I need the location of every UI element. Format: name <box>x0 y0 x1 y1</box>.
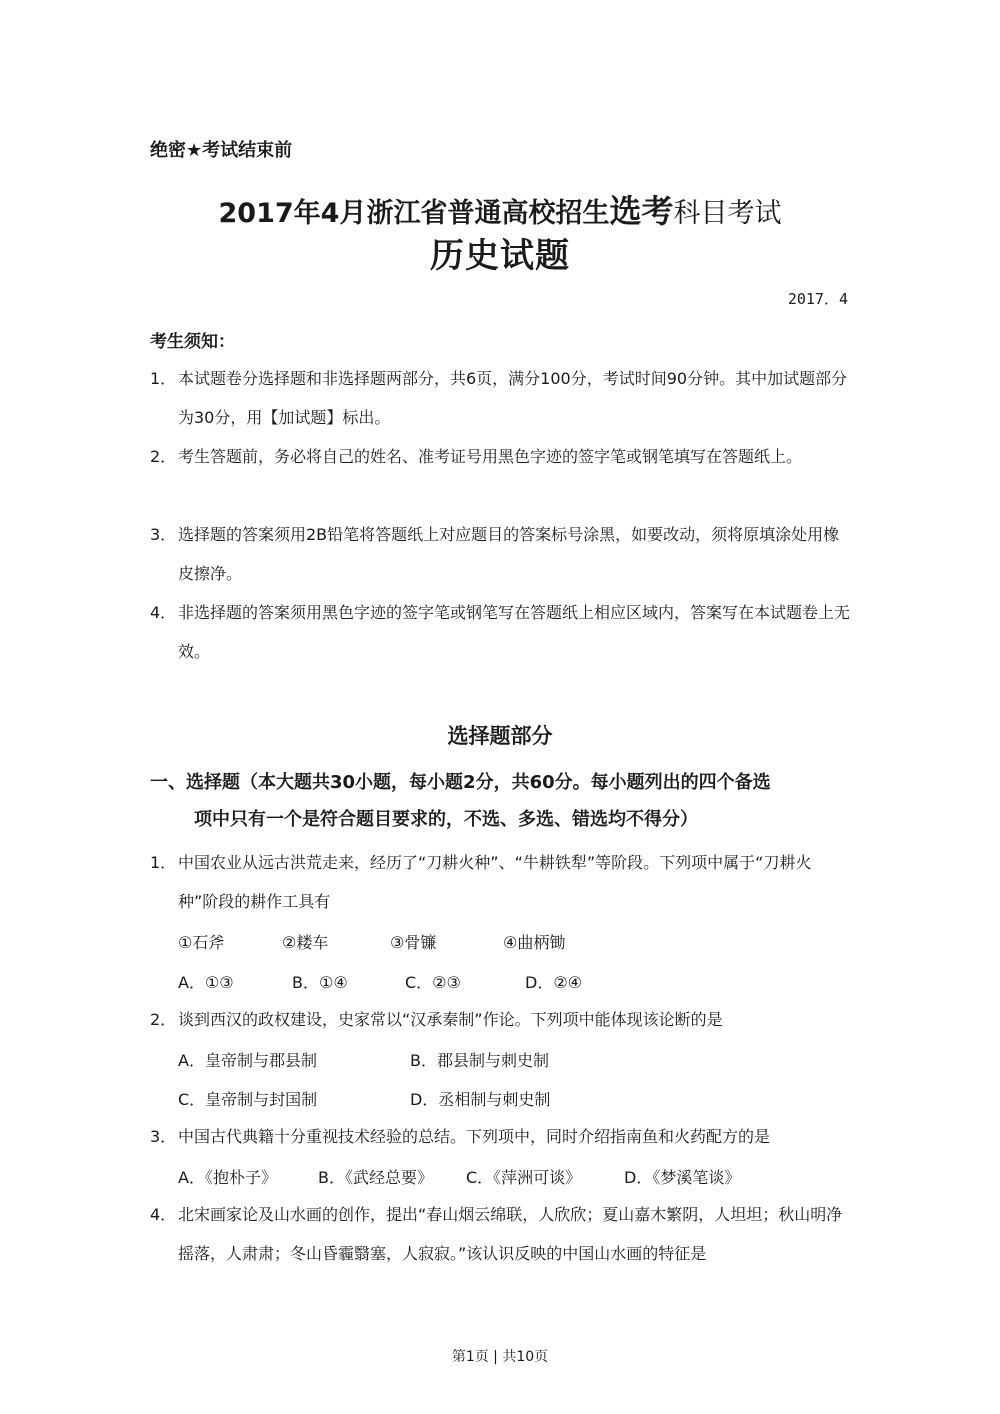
exam-title-post: 科目考试 <box>673 198 782 229</box>
notice-heading: 考生须知： <box>150 332 235 352</box>
question-stem: 北宋画家论及山水画的创作，提出“春山烟云绵联，人欣欣；夏山嘉木繁阴，人坦坦；秋山明净摇落，人肃肃；冬山昏霾翳塞，人寂寂。”该认识反映的中国山水画的特征是 <box>178 1205 843 1263</box>
question-stem: 谈到西汉的政权建设，史家常以“汉承秦制”作论。下列项中能体现该论断的是 <box>178 1010 723 1029</box>
notice-item-text: 选择题的答案须用2B铅笔将答题纸上对应题目的答案标号涂黑，如要改动，须将原填涂处用橡皮擦净。 <box>178 525 840 583</box>
notice-item-text: 本试题卷分选择题和非选择题两部分，共6页，满分100分，考试时间90分钟。其中加试题部分为30分，用【加试题】标出。 <box>178 369 848 427</box>
exam-title <box>0 186 1000 232</box>
page-footer: 第1页 | 共10页 <box>451 1349 549 1365</box>
notice-item-number: 2． <box>150 447 177 466</box>
q1-item-2: ②耧车 <box>282 933 329 952</box>
notice-item-text: 非选择题的答案须用黑色字迹的签字笔或钢笔写在答题纸上相应区域内，答案写在本试题卷上无效。 <box>178 603 851 661</box>
part-heading-line2: 项中只有一个是符合题目要求的，不选、多选、错选均不得分） <box>194 809 698 830</box>
part-heading-line1: 一、选择题（本大题共30小题，每小题2分，共60分。每小题列出的四个备选 <box>150 772 771 793</box>
question-3 <box>150 1117 850 1156</box>
question-2 <box>150 1000 850 1039</box>
q3-option-a[interactable]: A．《抱朴子》 <box>178 1168 277 1187</box>
question-number: 2． <box>150 1010 177 1029</box>
question-1 <box>150 843 850 921</box>
q3-option-b[interactable]: B．《武经总要》 <box>318 1168 433 1187</box>
q2-option-c[interactable]: C．皇帝制与封国制 <box>178 1090 318 1109</box>
q1-item-4: ④曲柄锄 <box>503 933 566 952</box>
notice-item-number: 3． <box>150 525 177 544</box>
q2-option-b[interactable]: B．郡县制与刺史制 <box>410 1051 549 1070</box>
notice-item-text: 考生答题前，务必将自己的姓名、准考证号用黑色字迹的签字笔或钢笔填写在答题纸上。 <box>178 447 803 466</box>
confidential-label: 绝密★考试结束前 <box>150 140 293 161</box>
question-stem: 中国古代典籍十分重视技术经验的总结。下列项中，同时介绍指南鱼和火药配方的是 <box>178 1127 771 1146</box>
question-stem: 中国农业从远古洪荒走来，经历了“刀耕火种”、“牛耕铁犁”等阶段。下列项中属于“刀耕火种”阶段的耕作工具有 <box>178 853 812 911</box>
notice-item-4 <box>150 593 850 671</box>
question-number: 3． <box>150 1127 177 1146</box>
notice-item-number: 1． <box>150 369 177 388</box>
q1-option-d[interactable]: D．②④ <box>525 973 583 992</box>
notice-item-2 <box>150 437 850 476</box>
q2-option-a[interactable]: A．皇帝制与郡县制 <box>178 1051 317 1070</box>
question-number: 1． <box>150 853 177 872</box>
question-4 <box>150 1195 850 1273</box>
exam-title-pre: 2017年4月浙江省普通高校招生 <box>218 198 610 229</box>
q3-option-c[interactable]: C．《萍洲可谈》 <box>466 1168 582 1187</box>
section-title: 选择题部分 <box>447 724 553 748</box>
q3-option-d[interactable]: D．《梦溪笔谈》 <box>624 1168 741 1187</box>
exam-subtitle: 历史试题 <box>430 236 570 276</box>
q1-option-a[interactable]: A．①③ <box>178 973 234 992</box>
part-heading <box>150 764 850 838</box>
q1-item-3: ③骨镰 <box>390 933 437 952</box>
notice-item-number: 4． <box>150 603 177 622</box>
exam-date: 2017．4 <box>787 290 848 308</box>
q1-option-c[interactable]: C．②③ <box>405 973 461 992</box>
q2-option-d[interactable]: D．丞相制与刺史制 <box>410 1090 551 1109</box>
q1-option-b[interactable]: B．①④ <box>292 973 348 992</box>
notice-item-3 <box>150 515 850 593</box>
notice-item-1 <box>150 359 850 437</box>
question-number: 4． <box>150 1205 177 1224</box>
q1-item-1: ①石斧 <box>178 933 225 952</box>
exam-title-big: 选考 <box>609 192 674 230</box>
